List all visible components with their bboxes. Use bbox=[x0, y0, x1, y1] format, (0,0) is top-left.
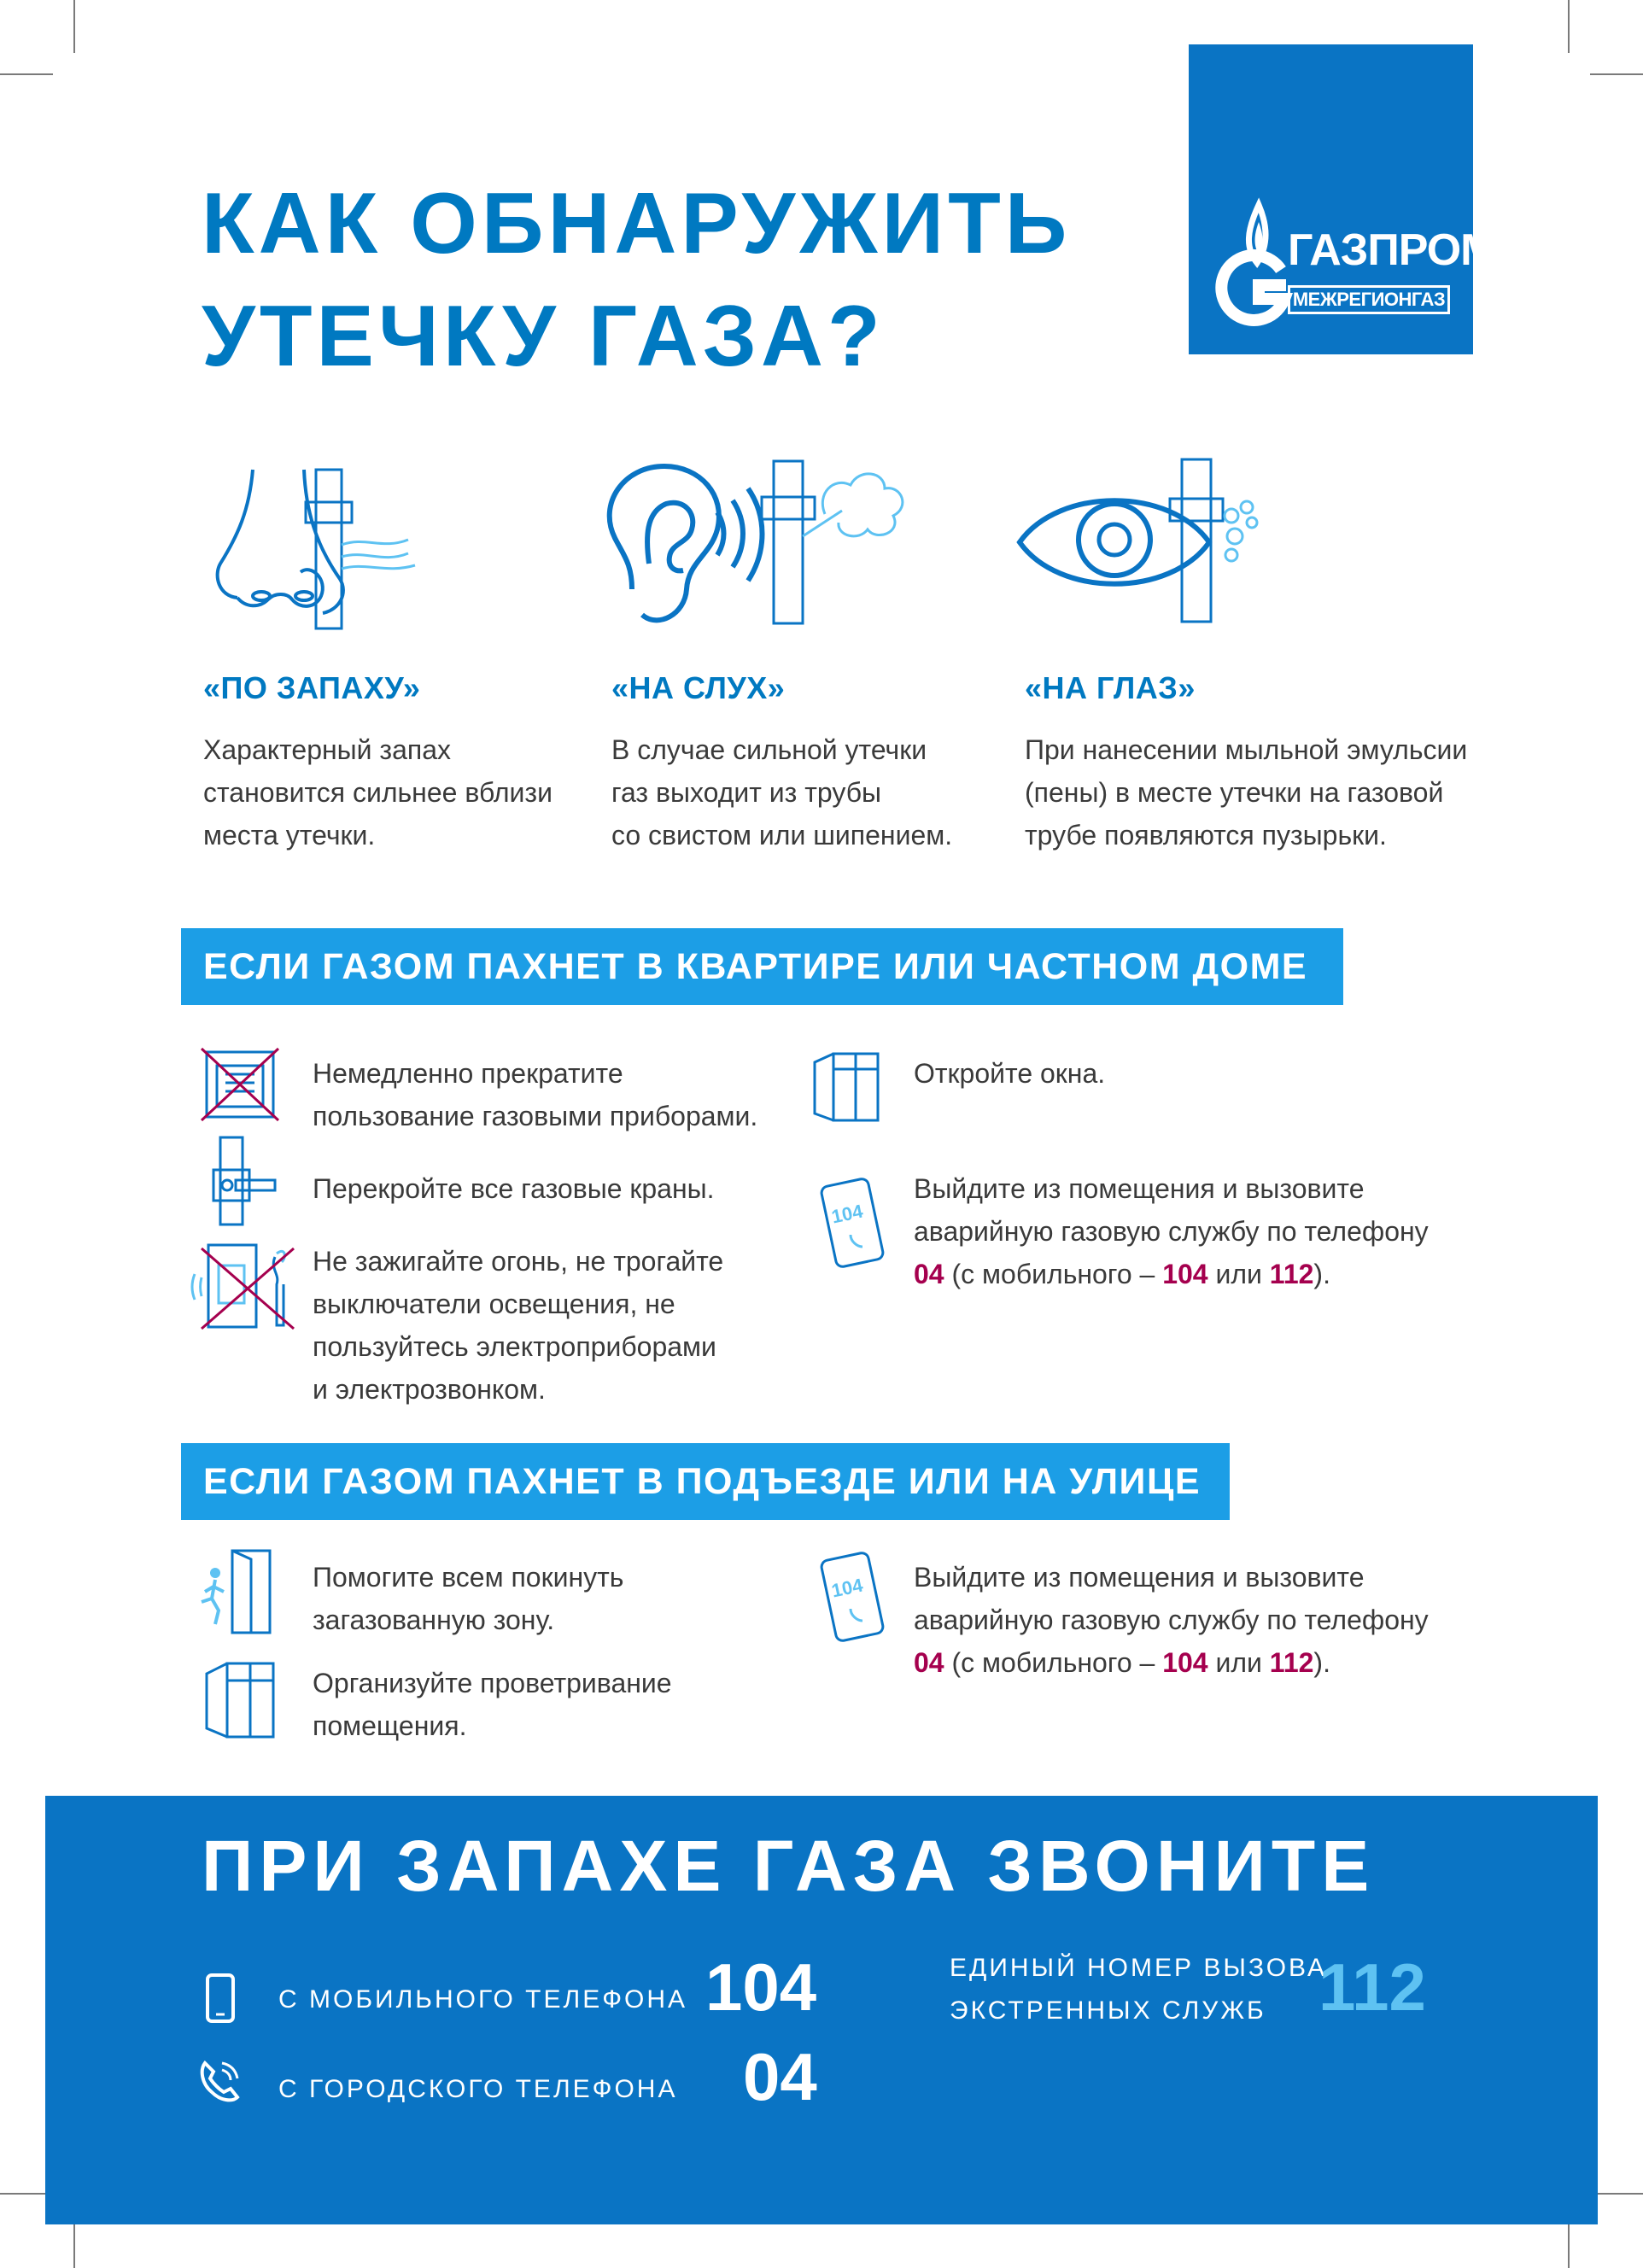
text-line: ЭКСТРЕННЫХ СЛУЖБ bbox=[950, 1996, 1266, 2025]
phone-number-112: 112 bbox=[1269, 1259, 1314, 1289]
landline-phone-icon bbox=[196, 2058, 244, 2106]
instruction-call-emergency-street bbox=[914, 1556, 1429, 1684]
instruction-open-windows bbox=[914, 1052, 1105, 1095]
text-line bbox=[914, 1253, 1429, 1295]
text-line: становится сильнее вблизи bbox=[203, 777, 553, 808]
category-text bbox=[611, 728, 1004, 856]
phone-icon-number: 104 bbox=[829, 1574, 865, 1602]
text-fragment: ). bbox=[1313, 1647, 1330, 1678]
text-line: (пены) в месте утечки на газовой bbox=[1025, 777, 1444, 808]
landline-label: С ГОРОДСКОГО ТЕЛЕФОНА bbox=[278, 2075, 678, 2103]
text-line: пользование газовыми приборами. bbox=[313, 1101, 758, 1131]
gas-pipe-smell-icon bbox=[314, 468, 434, 630]
emergency-label bbox=[950, 1947, 1327, 2032]
text-line: Перекройте все газовые краны. bbox=[313, 1173, 715, 1204]
window-open-icon bbox=[810, 1050, 881, 1124]
section-banner-apartment: ЕСЛИ ГАЗОМ ПАХНЕТ В КВАРТИРЕ ИЛИ ЧАСТНОМ ДОМЕ bbox=[181, 928, 1343, 1005]
landline-number: 04 bbox=[743, 2039, 817, 2114]
instruction-call-emergency bbox=[914, 1167, 1429, 1295]
category-heading: «ПО ЗАПАХУ» bbox=[203, 670, 421, 705]
instruction-help-leave bbox=[313, 1556, 623, 1641]
footer-title: ПРИ ЗАПАХЕ ГАЗА ЗВОНИТЕ bbox=[202, 1826, 1376, 1906]
no-fire-switch-icon bbox=[191, 1240, 302, 1334]
category-smell bbox=[203, 670, 579, 856]
title-line-2: УТЕЧКУ ГАЗА? bbox=[202, 289, 885, 384]
text-line: помещения. bbox=[313, 1710, 467, 1741]
mobile-phone-icon bbox=[205, 1973, 236, 2024]
text-line: Откройте окна. bbox=[914, 1058, 1106, 1089]
text-line: пользуйтесь электроприборами bbox=[313, 1331, 716, 1362]
gas-valve-icon bbox=[202, 1136, 278, 1226]
text-fragment: (с мобильного – bbox=[944, 1647, 1163, 1678]
instruction-close-valves bbox=[313, 1167, 715, 1210]
text-line: и электрозвонком. bbox=[313, 1374, 546, 1405]
emergency-number: 112 bbox=[1318, 1949, 1426, 2025]
title-line-1: КАК ОБНАРУЖИТЬ bbox=[202, 176, 1072, 272]
text-line: Характерный запах bbox=[203, 734, 452, 765]
text-line: аварийную газовую службу по телефону bbox=[914, 1605, 1429, 1635]
text-line: загазованную зону. bbox=[313, 1605, 555, 1635]
text-line: При нанесении мыльной эмульсии bbox=[1025, 734, 1468, 765]
text-line: Выйдите из помещения и вызовите bbox=[914, 1173, 1365, 1204]
window-ventilation-icon bbox=[202, 1660, 278, 1742]
logo-name: ГАЗПРОМ bbox=[1288, 225, 1497, 275]
emergency-exit-icon bbox=[198, 1547, 275, 1636]
gas-pipe-bubbles-icon bbox=[1178, 456, 1281, 627]
category-text bbox=[1025, 728, 1486, 856]
instruction-no-fire bbox=[313, 1240, 723, 1411]
category-heading: «НА СЛУХ» bbox=[611, 670, 786, 705]
gas-pipe-hiss-icon bbox=[765, 459, 919, 630]
text-line: В случае сильной утечки bbox=[611, 734, 927, 765]
crop-mark bbox=[73, 0, 75, 53]
text-line: выключатели освещения, не bbox=[313, 1289, 675, 1319]
crop-mark bbox=[0, 73, 53, 75]
phone-number-104: 104 bbox=[1162, 1647, 1208, 1678]
category-text bbox=[203, 728, 579, 856]
phone-number-04: 04 bbox=[914, 1647, 944, 1678]
text-line: со свистом или шипением. bbox=[611, 820, 953, 850]
text-line: Помогите всем покинуть bbox=[313, 1562, 624, 1593]
crop-mark bbox=[1590, 73, 1643, 75]
mobile-label: С МОБИЛЬНОГО ТЕЛЕФОНА bbox=[278, 1985, 688, 2014]
text-fragment: ). bbox=[1313, 1259, 1330, 1289]
instruction-stop-appliances bbox=[313, 1052, 757, 1137]
text-line bbox=[914, 1641, 1429, 1684]
stove-crossed-icon bbox=[202, 1049, 278, 1120]
phone-icon-number: 104 bbox=[829, 1200, 865, 1228]
text-fragment: или bbox=[1207, 1647, 1270, 1678]
phone-number-04: 04 bbox=[914, 1259, 944, 1289]
crop-mark bbox=[1568, 0, 1570, 53]
mobile-phone-104-icon bbox=[820, 1178, 888, 1269]
text-line: Немедленно прекратите bbox=[313, 1058, 623, 1089]
category-sight bbox=[1025, 670, 1486, 856]
text-fragment: или bbox=[1207, 1259, 1270, 1289]
text-line: аварийную газовую службу по телефону bbox=[914, 1216, 1429, 1247]
logo-subtitle: МЕЖРЕГИОНГАЗ bbox=[1288, 285, 1450, 314]
section-banner-street: ЕСЛИ ГАЗОМ ПАХНЕТ В ПОДЪЕЗДЕ ИЛИ НА УЛИЦЕ bbox=[181, 1443, 1230, 1520]
text-line: Не зажигайте огонь, не трогайте bbox=[313, 1246, 724, 1277]
phone-number-104: 104 bbox=[1162, 1259, 1208, 1289]
text-line: газ выходит из трубы bbox=[611, 777, 882, 808]
text-line: Организуйте проветривание bbox=[313, 1668, 672, 1698]
text-line: места утечки. bbox=[203, 820, 376, 850]
category-heading: «НА ГЛАЗ» bbox=[1025, 670, 1196, 705]
instruction-ventilate bbox=[313, 1662, 672, 1747]
text-line: ЕДИНЫЙ НОМЕР ВЫЗОВА bbox=[950, 1954, 1328, 1982]
crop-mark bbox=[1590, 2193, 1643, 2195]
phone-number-112: 112 bbox=[1269, 1647, 1314, 1678]
mobile-phone-104-icon bbox=[820, 1552, 888, 1643]
text-fragment: (с мобильного – bbox=[944, 1259, 1163, 1289]
category-hearing bbox=[611, 670, 1004, 856]
text-line: Выйдите из помещения и вызовите bbox=[914, 1562, 1365, 1593]
mobile-number: 104 bbox=[705, 1949, 817, 2025]
text-line: трубе появляются пузырьки. bbox=[1025, 820, 1387, 850]
gazprom-flame-icon bbox=[1206, 196, 1300, 324]
page-title bbox=[202, 167, 1141, 393]
ear-icon bbox=[598, 461, 760, 632]
